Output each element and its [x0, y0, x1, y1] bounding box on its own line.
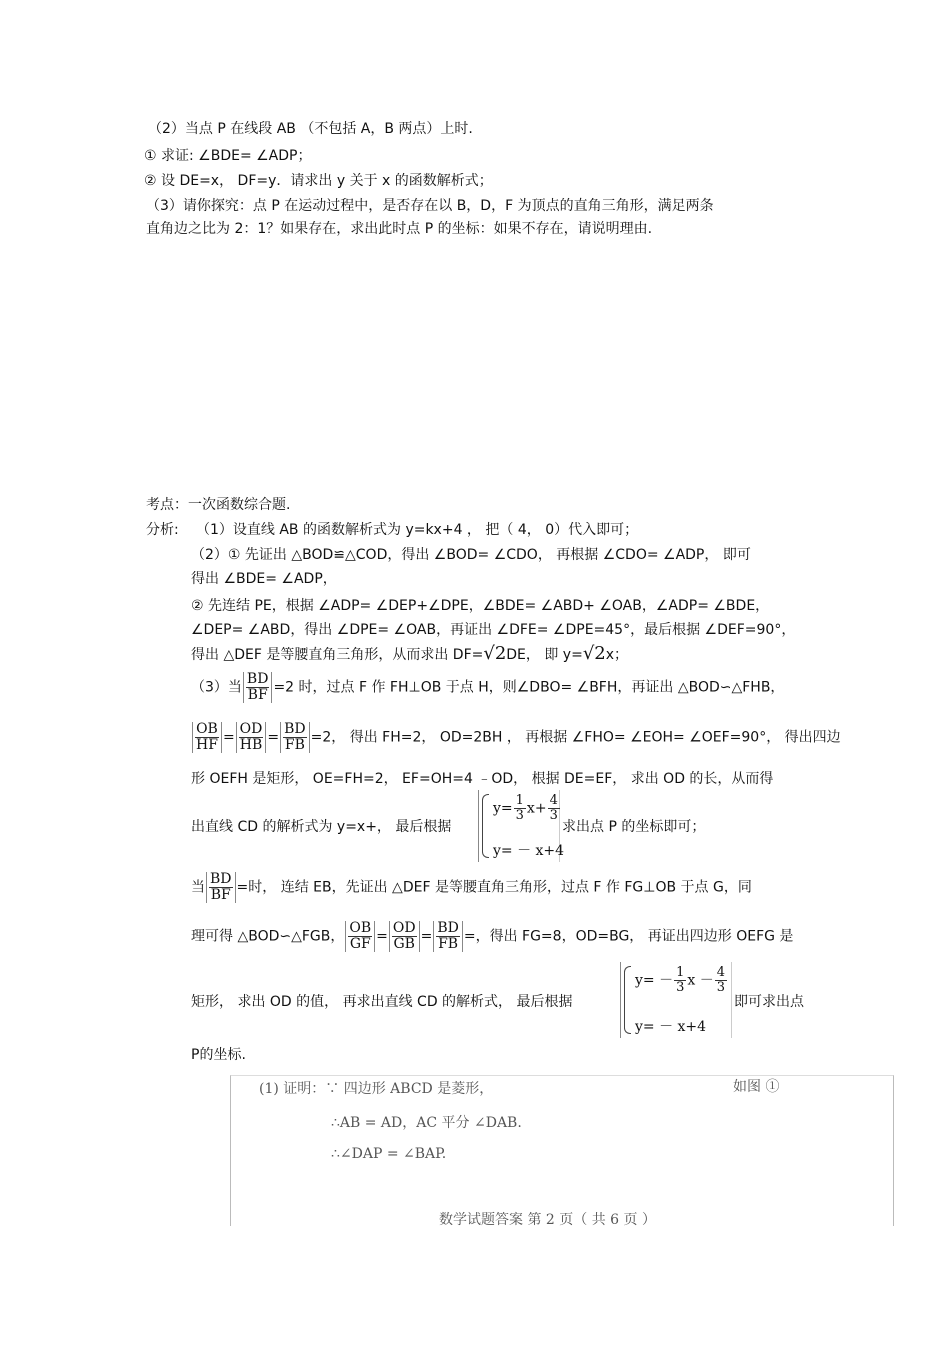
part3-analysis-c: 形 OEFH 是矩形， OE=FH=2， EF=OH=4 ﹣OD， 根据 DE=EF， 求出 OD 的长，从而得	[191, 771, 774, 787]
fenxi-line1: （1）设直线 AB 的函数解析式为 y=kx+4 ， 把（ 4， 0）代入即可；	[196, 522, 639, 538]
frac-den: GF	[349, 936, 371, 952]
part3-analysis-g-a: 矩形， 求出 OD 的值， 再求出直线 CD 的解析式， 最后根据	[191, 994, 573, 1010]
part3-e-rest: =时， 连结 EB，先证出 △DEF 是等腰直角三角形，过点 F 作 FG⊥OB 于点 G，同	[236, 879, 752, 896]
frac-den: HF	[196, 737, 218, 753]
part2-item2: ② 设 DE=x， DF=y．请求出 y 关于 x 的函数解析式；	[144, 173, 493, 189]
part3-b-rest: =2， 得出 FH=2， OD=2BH ， 再根据 ∠FHO= ∠EOH= ∠OEF=90°， 得出四边	[310, 729, 841, 746]
fraction-ob-gf	[345, 921, 375, 952]
frac-num: OB	[196, 721, 218, 737]
part3-a-rest: =2 时，过点 F 作 FH⊥OB 于点 H，则∠DBO= ∠BFH，再证出 △BOD∽△FHB，	[273, 679, 785, 696]
part3-analysis-e	[191, 872, 752, 903]
frac-den: 3	[549, 808, 558, 823]
fraction-ob-hf	[192, 722, 222, 753]
fraction-bd-fb	[280, 722, 310, 753]
frac-num: 1	[676, 965, 685, 980]
scanned-answer-image	[230, 1075, 894, 1226]
sqrt2-symbol-2: √2	[582, 643, 606, 664]
equals: =	[267, 729, 280, 746]
part3-f-a: 理可得 △BOD∽△FGB，	[191, 928, 345, 945]
part3-f-b: =，得出 FG=8，OD=BG， 再证出四边形 OEFG 是	[463, 928, 794, 945]
frac-num: OB	[349, 920, 372, 936]
frac-den: HB	[239, 737, 263, 753]
system1-eq1	[493, 794, 561, 823]
coef-fraction	[514, 794, 526, 823]
part2b-line2: ∠DEP= ∠ABD，得出 ∠DPE= ∠OAB，再证出 ∠DFE= ∠DPE=45°，最后根据 ∠DEF=90°，	[191, 622, 796, 638]
part3-analysis-f	[191, 921, 793, 952]
scan-figure-label: 如图 ①	[733, 1079, 780, 1095]
brace-icon	[482, 794, 489, 858]
frac-num: BD	[246, 671, 269, 687]
sqrt2-symbol-1: √2	[483, 643, 507, 664]
fraction-bd-bf	[243, 672, 273, 703]
part3-analysis-b	[191, 722, 841, 753]
scan-line3: ∴∠DAP = ∠BAP.	[331, 1146, 447, 1162]
part2-analysis-line2: 得出 ∠BDE= ∠ADP，	[191, 571, 337, 587]
system2-eq1	[635, 966, 728, 995]
frac-den: BF	[247, 687, 268, 703]
part3-line1: （3）请你探究：点 P 在运动过程中，是否存在以 B，D，F 为顶点的直角三角形，满足两条	[146, 198, 714, 214]
part2b-line3-text-a: 得出 △DEF 是等腰直角三角形，从而求出 DF=	[191, 647, 484, 663]
scan-line1: (1) 证明：∵ 四边形 ABCD 是菱形，	[259, 1081, 494, 1097]
part2b-line3-text-b: DE， 即 y=	[506, 647, 583, 663]
frac-den: 3	[515, 808, 524, 823]
fenxi-label: 分析:	[146, 522, 179, 538]
equals: =	[222, 729, 235, 746]
frac-den: GB	[393, 936, 415, 952]
eq-lhs: y= －	[635, 972, 674, 989]
eq-mid: x+	[526, 800, 547, 817]
fraction-od-gb	[389, 921, 420, 952]
system2-eq2: y= － x+4	[635, 1019, 707, 1035]
frac-den: 3	[716, 980, 726, 995]
frac-num: BD	[437, 920, 459, 936]
part3-analysis-d-b: 求出点 P 的坐标即可；	[562, 819, 706, 835]
frac-num: 4	[549, 793, 558, 808]
part2b-line1: ② 先连结 PE，根据 ∠ADP= ∠DEP+∠DPE，∠BDE= ∠ABD+ ∠OAB，∠ADP= ∠BDE，	[191, 598, 770, 614]
part3-a-prefix: （3）当	[191, 679, 242, 696]
equals: =	[420, 928, 433, 945]
scan-footer: 数学试题答案 第 2 页（ 共 6 页 ）	[439, 1212, 656, 1228]
part2b-line3	[191, 645, 628, 664]
frac-num: BD	[210, 871, 232, 887]
part2-analysis-line1: （2）① 先证出 △BOD≌△COD，得出 ∠BOD= ∠CDO， 再根据 ∠CDO= ∠ADP， 即可	[191, 547, 751, 563]
frac-den: BF	[210, 887, 231, 903]
frac-den: FB	[284, 737, 305, 753]
frac-den: FB	[438, 936, 459, 952]
part2-intro: （2）当点 P 在线段 AB （不包括 A，B 两点）上时.	[148, 121, 473, 137]
frac-num: 1	[515, 793, 524, 808]
frac-num: OD	[392, 920, 416, 936]
part3-analysis-a	[191, 672, 784, 703]
equation-system-1	[478, 790, 565, 862]
const-fraction	[548, 794, 560, 823]
coef-fraction	[674, 966, 686, 995]
frac-num: 4	[716, 965, 726, 980]
scan-line2: ∴AB = AD，AC 平分 ∠DAB.	[331, 1115, 522, 1131]
const-fraction	[715, 966, 727, 995]
part2b-line3-text-c: x；	[605, 647, 629, 663]
frac-num: OD	[239, 721, 263, 737]
part3-analysis-h: P的坐标.	[191, 1047, 246, 1063]
eq-lhs: y=	[493, 800, 513, 817]
fraction-od-hb	[236, 722, 267, 753]
kaodian: 考点：一次函数综合题.	[146, 497, 291, 513]
brace-icon	[624, 966, 631, 1034]
equals: =	[376, 928, 388, 945]
part2-item1: ① 求证: ∠BDE= ∠ADP；	[144, 148, 312, 164]
equation-system-2	[620, 962, 732, 1038]
fraction-bd-fb	[433, 921, 463, 952]
system1-eq2: y= － x+4	[493, 843, 565, 859]
eq-mid: x －	[687, 972, 714, 989]
frac-num: BD	[284, 721, 306, 737]
part3-analysis-d-a: 出直线 CD 的解析式为 y=x+， 最后根据	[191, 819, 452, 835]
part3-e-prefix: 当	[191, 879, 205, 896]
frac-den: 3	[676, 980, 685, 995]
fraction-bd-bf	[206, 872, 236, 903]
part3-analysis-g-b: 即可求出点	[734, 994, 804, 1010]
part3-line2: 直角边之比为 2：1？如果存在，求出此时点 P 的坐标：如果不存在，请说明理由.	[146, 221, 653, 237]
